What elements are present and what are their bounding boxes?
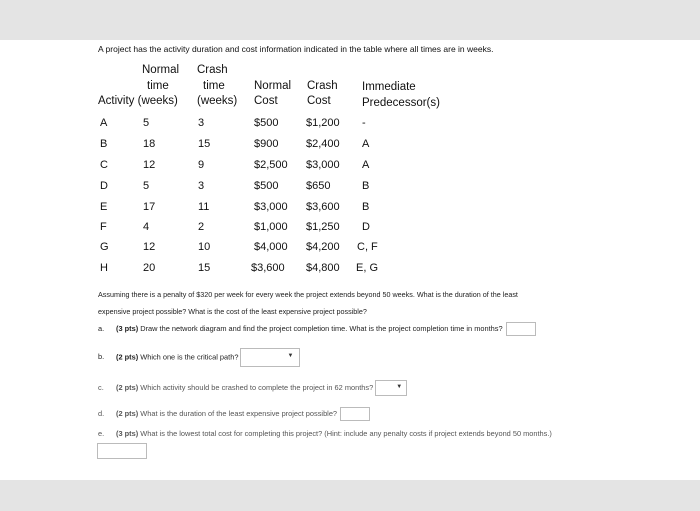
- cell-predecessor: B: [362, 180, 370, 192]
- question-d-text: What is the duration of the least expensive project possible?: [140, 408, 338, 418]
- cell-crash-cost: $1,200: [306, 117, 340, 129]
- cell-crash-time: 11: [198, 201, 210, 213]
- cell-crash-time: 3: [198, 117, 205, 129]
- cell-predecessor: -: [362, 117, 366, 129]
- question-sheet: [0, 40, 700, 480]
- question-a-text: Draw the network diagram and find the project completion time. What is the project completion time in months?: [140, 323, 503, 333]
- question-e: [98, 429, 552, 438]
- header-normal-cost-2: Cost: [254, 95, 278, 107]
- cell-normal-cost: $4,000: [254, 241, 288, 253]
- question-b-text: Which one is the critical path?: [140, 352, 239, 362]
- question-e-points: (3 pts): [116, 429, 139, 438]
- header-predecessor-2: Predecessor(s): [362, 97, 440, 109]
- cell-activity: E: [100, 201, 108, 213]
- answer-d-input[interactable]: [340, 407, 370, 421]
- question-b-letter: b.: [98, 352, 105, 362]
- header-predecessor-1: Immediate: [362, 81, 416, 93]
- cell-crash-cost: $3,000: [306, 159, 340, 171]
- cell-activity: G: [100, 241, 109, 253]
- header-normal-cost-1: Normal: [254, 80, 292, 92]
- intro-text: A project has the activity duration and cost information indicated in the table where all times are in weeks.: [98, 44, 494, 54]
- cell-activity: D: [100, 180, 108, 192]
- question-a-points: (3 pts): [116, 323, 139, 333]
- question-c: [98, 380, 407, 396]
- cell-normal-time: 12: [143, 241, 156, 253]
- header-activity-weeks: Activity (weeks): [98, 95, 178, 107]
- cell-normal-time: 17: [143, 201, 156, 213]
- cell-normal-cost: $1,000: [254, 221, 288, 233]
- chevron-down-icon: ▼: [287, 353, 294, 359]
- cell-normal-cost: $500: [254, 117, 279, 129]
- question-c-points: (2 pts): [116, 382, 139, 392]
- cell-crash-cost: $3,600: [306, 201, 340, 213]
- cell-crash-time: 9: [198, 159, 205, 171]
- cell-crash-cost: $1,250: [306, 221, 340, 233]
- cell-crash-time: 15: [198, 262, 211, 274]
- cell-normal-time: 5: [143, 117, 150, 129]
- cell-activity: C: [100, 159, 108, 171]
- question-a: [98, 322, 536, 336]
- question-c-text: Which activity should be crashed to complete the project in 62 months?: [140, 382, 374, 392]
- cell-predecessor: A: [362, 159, 370, 171]
- assumption-line-2: expensive project possible? What is the cost of the least expensive project possible?: [98, 307, 367, 316]
- cell-activity: B: [100, 138, 108, 150]
- cell-activity: A: [100, 117, 108, 129]
- question-b: [98, 348, 300, 367]
- answer-b-dropdown[interactable]: [240, 348, 300, 367]
- cell-normal-time: 12: [143, 159, 156, 171]
- question-a-letter: a.: [98, 323, 105, 333]
- answer-a-input[interactable]: [506, 322, 536, 336]
- header-normal-time-2: time: [147, 80, 169, 92]
- answer-e-input[interactable]: [97, 443, 147, 459]
- cell-predecessor: C, F: [357, 241, 378, 253]
- cell-crash-time: 2: [198, 221, 205, 233]
- cell-predecessor: A: [362, 138, 370, 150]
- cell-activity: H: [100, 262, 108, 274]
- cell-normal-cost: $3,600: [251, 262, 285, 274]
- header-normal-time-1: Normal: [142, 64, 180, 76]
- cell-predecessor: D: [362, 221, 370, 233]
- cell-crash-cost: $4,800: [306, 262, 340, 274]
- cell-crash-cost: $2,400: [306, 138, 340, 150]
- assumption-line-1: Assuming there is a penalty of $320 per week for every week the project extends beyond 50 weeks. What is the duration of the least: [98, 290, 518, 299]
- cell-normal-time: 5: [143, 180, 150, 192]
- cell-normal-cost: $900: [254, 138, 279, 150]
- cell-normal-time: 20: [143, 262, 156, 274]
- cell-predecessor: B: [362, 201, 370, 213]
- question-e-letter: e.: [98, 429, 105, 438]
- header-crash-cost-1: Crash: [307, 80, 338, 92]
- cell-crash-time: 10: [198, 241, 211, 253]
- answer-c-dropdown[interactable]: [375, 380, 407, 396]
- question-c-letter: c.: [98, 382, 104, 392]
- cell-activity: F: [100, 221, 107, 233]
- cell-crash-time: 3: [198, 180, 205, 192]
- question-d-letter: d.: [98, 408, 105, 418]
- cell-normal-time: 4: [143, 221, 150, 233]
- chevron-down-icon: ▼: [396, 384, 403, 390]
- question-d: [98, 407, 370, 421]
- header-crash-cost-2: Cost: [307, 95, 331, 107]
- cell-crash-time: 15: [198, 138, 211, 150]
- cell-predecessor: E, G: [356, 262, 379, 274]
- question-e-text: What is the lowest total cost for completing this project? (Hint: include any penalty costs if project extends beyond 50 months.): [140, 429, 552, 438]
- header-crash-time-1: Crash: [197, 64, 228, 76]
- cell-normal-cost: $3,000: [254, 201, 288, 213]
- cell-normal-time: 18: [143, 138, 156, 150]
- cell-crash-cost: $650: [306, 180, 331, 192]
- cell-normal-cost: $500: [254, 180, 279, 192]
- question-d-points: (2 pts): [116, 408, 139, 418]
- header-crash-time-2: time: [203, 80, 225, 92]
- question-b-points: (2 pts): [116, 352, 139, 362]
- cell-crash-cost: $4,200: [306, 241, 340, 253]
- header-crash-weeks: (weeks): [197, 95, 238, 107]
- cell-normal-cost: $2,500: [254, 159, 288, 171]
